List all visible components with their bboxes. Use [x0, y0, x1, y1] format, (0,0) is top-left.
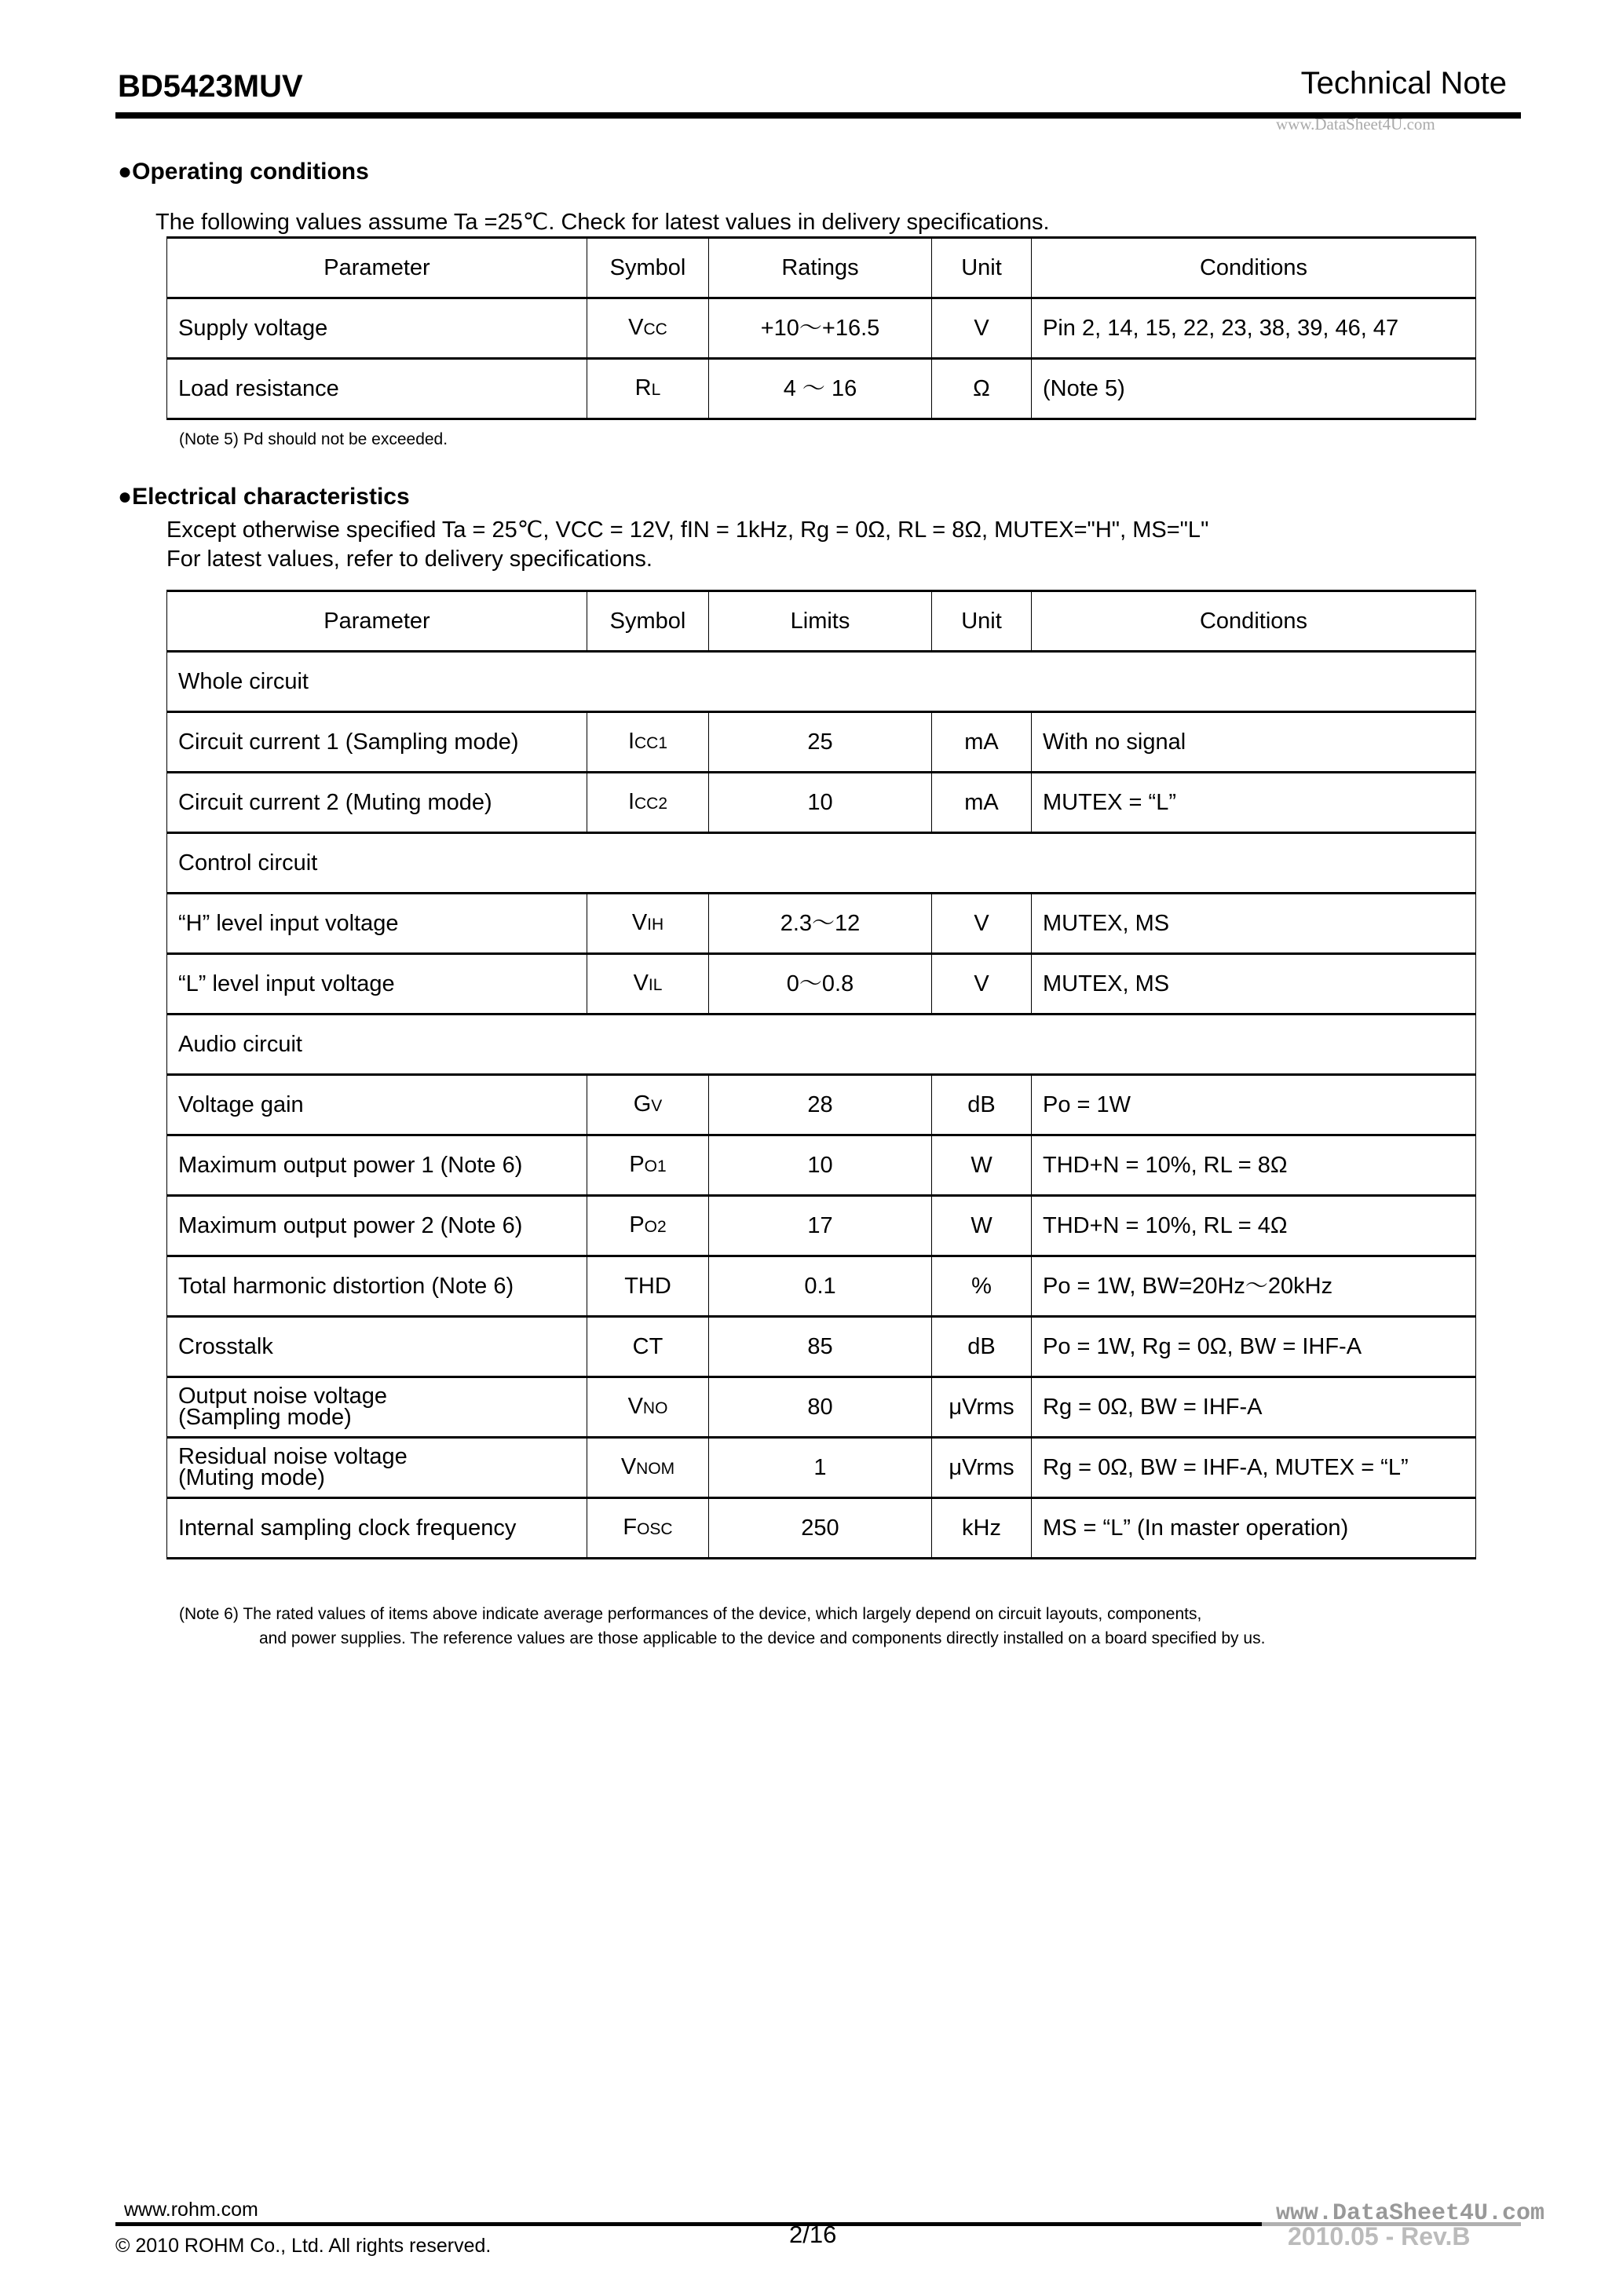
unit-cell: V: [932, 894, 1032, 954]
parameter-cell: [167, 359, 587, 419]
symbol-cell: [587, 1317, 709, 1377]
column-header: Conditions: [1032, 238, 1476, 298]
symbol-cell: [587, 1075, 709, 1135]
conditions-cell: THD+N = 10%, RL = 8Ω: [1032, 1135, 1476, 1196]
note-6-line-2: and power supplies. The reference values are those applicable to the device and components directly installed on a board specified by us.: [259, 1629, 1266, 1647]
conditions-cell: MUTEX = “L”: [1032, 773, 1476, 833]
symbol-subscript: NO: [642, 1398, 668, 1417]
parameter-text: Circuit current 1 (Sampling mode): [178, 729, 519, 755]
symbol-cell: [587, 1196, 709, 1256]
unit-cell: V: [932, 298, 1032, 359]
value-cell: 0～0.8: [709, 954, 932, 1015]
symbol: F: [623, 1514, 638, 1540]
value-cell: 85: [709, 1317, 932, 1377]
parameter-cell: [167, 1256, 587, 1317]
symbol-subscript: OSC: [637, 1519, 673, 1538]
symbol-subscript: V: [651, 1096, 663, 1115]
symbol-cell: [587, 954, 709, 1015]
parameter-cell: [167, 1135, 587, 1196]
value-cell: 10: [709, 1135, 932, 1196]
symbol: V: [627, 1393, 643, 1419]
table-row: [167, 773, 1476, 833]
unit-cell: %: [932, 1256, 1032, 1317]
symbol-subscript: NOM: [636, 1459, 675, 1478]
conditions-cell: With no signal: [1032, 712, 1476, 773]
symbol-cell: [587, 712, 709, 773]
symbol: V: [633, 970, 649, 996]
column-header: Parameter: [167, 591, 587, 652]
symbol-subscript: O1: [644, 1157, 667, 1175]
parameter-cell: [167, 1196, 587, 1256]
conditions-cell: MS = “L” (In master operation): [1032, 1498, 1476, 1559]
group-row: [167, 652, 1476, 712]
conditions-cell: THD+N = 10%, RL = 4Ω: [1032, 1196, 1476, 1256]
table-row: [167, 1317, 1476, 1377]
column-header: Parameter: [167, 238, 587, 298]
symbol: I: [627, 728, 635, 754]
conditions-cell: Rg = 0Ω, BW = IHF-A, MUTEX = “L”: [1032, 1438, 1476, 1498]
parameter-text: “L” level input voltage: [178, 971, 395, 996]
page-number: 2/16: [789, 2221, 837, 2248]
column-header: Symbol: [587, 238, 709, 298]
group-row: [167, 833, 1476, 894]
symbol: CT: [632, 1334, 663, 1359]
column-header: Conditions: [1032, 591, 1476, 652]
unit-cell: mA: [932, 773, 1032, 833]
parameter-text: Maximum output power 1 (Note 6): [178, 1153, 523, 1178]
parameter-text: Load resistance: [178, 376, 339, 401]
symbol: V: [628, 314, 644, 340]
table-row: [167, 1438, 1476, 1498]
parameter-text: Total harmonic distortion (Note 6): [178, 1274, 514, 1299]
value-cell: 250: [709, 1498, 932, 1559]
parameter-text: Residual noise voltage: [178, 1444, 408, 1469]
symbol-cell: [587, 1256, 709, 1317]
symbol-cell: [587, 894, 709, 954]
note-6-line-1: (Note 6) The rated values of items above indicate average performances of the device, which largely depend on circuit layouts, components,: [179, 1605, 1202, 1623]
symbol-cell: [587, 1498, 709, 1559]
parameter-text: Circuit current 2 (Muting mode): [178, 790, 492, 815]
electrical-heading: ●Electrical characteristics: [118, 484, 410, 510]
parameter-cell: [167, 954, 587, 1015]
parameter-text: Crosstalk: [178, 1334, 273, 1359]
symbol-cell: [587, 359, 709, 419]
symbol: P: [629, 1151, 645, 1177]
symbol: P: [629, 1212, 645, 1238]
parameter-text: Maximum output power 2 (Note 6): [178, 1213, 523, 1238]
symbol-cell: [587, 1377, 709, 1438]
unit-cell: μVrms: [932, 1377, 1032, 1438]
column-header: Limits: [709, 591, 932, 652]
symbol-cell: [587, 1438, 709, 1498]
unit-cell: dB: [932, 1075, 1032, 1135]
table-row: [167, 1135, 1476, 1196]
parameter-cell: [167, 1377, 587, 1438]
table-row: [167, 894, 1476, 954]
table-row: [167, 954, 1476, 1015]
table-row: [167, 298, 1476, 359]
value-cell: 17: [709, 1196, 932, 1256]
value-cell: 1: [709, 1438, 932, 1498]
footer-site[interactable]: www.rohm.com: [124, 2199, 258, 2221]
unit-cell: W: [932, 1135, 1032, 1196]
parameter-cell: [167, 298, 587, 359]
parameter-text: Internal sampling clock frequency: [178, 1515, 517, 1541]
symbol-subscript: L: [651, 380, 661, 399]
conditions-cell: (Note 5): [1032, 359, 1476, 419]
conditions-cell: Po = 1W: [1032, 1075, 1476, 1135]
column-header: Unit: [932, 591, 1032, 652]
group-label: Control circuit: [167, 833, 1476, 894]
parameter-cell: [167, 894, 587, 954]
value-cell: 28: [709, 1075, 932, 1135]
conditions-cell: Pin 2, 14, 15, 22, 23, 38, 39, 46, 47: [1032, 298, 1476, 359]
parameter-cell: [167, 1317, 587, 1377]
value-cell: 10: [709, 773, 932, 833]
footer-revision: 2010.05 - Rev.B: [1288, 2222, 1471, 2250]
symbol: THD: [624, 1274, 671, 1299]
note-5: (Note 5) Pd should not be exceeded.: [179, 430, 448, 448]
value-cell: 4 ～ 16: [709, 359, 932, 419]
symbol-subscript: IL: [648, 975, 663, 994]
symbol: I: [627, 788, 635, 814]
symbol: V: [620, 1453, 637, 1479]
conditions-cell: Po = 1W, BW=20Hz～20kHz: [1032, 1256, 1476, 1317]
value-cell: 25: [709, 712, 932, 773]
symbol-subscript: IH: [647, 915, 664, 934]
unit-cell: μVrms: [932, 1438, 1032, 1498]
value-cell: 2.3～12: [709, 894, 932, 954]
header-row: [167, 238, 1476, 298]
parameter-text-2: (Sampling mode): [178, 1405, 352, 1430]
electrical-intro-2: For latest values, refer to delivery specifications.: [166, 547, 652, 572]
unit-cell: V: [932, 954, 1032, 1015]
table-row: [167, 712, 1476, 773]
parameter-cell: [167, 712, 587, 773]
conditions-cell: Po = 1W, Rg = 0Ω, BW = IHF-A: [1032, 1317, 1476, 1377]
symbol-cell: [587, 1135, 709, 1196]
unit-cell: dB: [932, 1317, 1032, 1377]
symbol-subscript: O2: [644, 1217, 667, 1236]
value-cell: 0.1: [709, 1256, 932, 1317]
symbol-cell: [587, 773, 709, 833]
conditions-cell: MUTEX, MS: [1032, 894, 1476, 954]
value-cell: 80: [709, 1377, 932, 1438]
table-row: [167, 1256, 1476, 1317]
electrical-table: [166, 590, 1476, 1559]
parameter-text: Supply voltage: [178, 316, 328, 341]
header-watermark: www.DataSheet4U.com: [1276, 115, 1435, 133]
table-row: [167, 1075, 1476, 1135]
unit-cell: W: [932, 1196, 1032, 1256]
value-cell: +10～+16.5: [709, 298, 932, 359]
symbol-subscript: CC: [643, 320, 667, 338]
symbol-subscript: CC1: [634, 733, 668, 752]
operating-intro: The following values assume Ta =25℃. Check for latest values in delivery specifications.: [155, 210, 1050, 235]
electrical-intro-1: Except otherwise specified Ta = 25℃, VCC = 12V, fIN = 1kHz, Rg = 0Ω, RL = 8Ω, MUTEX="H", MS="L": [166, 517, 1209, 543]
table-row: [167, 359, 1476, 419]
column-header: Symbol: [587, 591, 709, 652]
parameter-text-2: (Muting mode): [178, 1465, 325, 1490]
doc-type: Technical Note: [1300, 66, 1507, 101]
parameter-cell: [167, 1075, 587, 1135]
part-number: BD5423MUV: [118, 69, 303, 104]
table-row: [167, 1196, 1476, 1256]
footer-rule: [115, 2222, 1262, 2226]
operating-table: [166, 236, 1476, 420]
parameter-text: “H” level input voltage: [178, 911, 399, 936]
parameter-text: Voltage gain: [178, 1092, 304, 1117]
operating-heading: ●Operating conditions: [118, 159, 369, 185]
column-header: Ratings: [709, 238, 932, 298]
parameter-text: Output noise voltage: [178, 1384, 388, 1409]
symbol: V: [631, 909, 648, 935]
unit-cell: mA: [932, 712, 1032, 773]
parameter-cell: [167, 773, 587, 833]
conditions-cell: Rg = 0Ω, BW = IHF-A: [1032, 1377, 1476, 1438]
symbol: R: [634, 375, 652, 400]
parameter-cell: [167, 1438, 587, 1498]
group-row: [167, 1015, 1476, 1075]
header-row: [167, 591, 1476, 652]
unit-cell: Ω: [932, 359, 1032, 419]
table-row: [167, 1377, 1476, 1438]
group-label: Audio circuit: [167, 1015, 1476, 1075]
parameter-cell: [167, 1498, 587, 1559]
conditions-cell: MUTEX, MS: [1032, 954, 1476, 1015]
footer-copyright: © 2010 ROHM Co., Ltd. All rights reserved.: [115, 2235, 492, 2257]
symbol-cell: [587, 298, 709, 359]
footer-watermark: www.DataSheet4U.com: [1276, 2200, 1545, 2227]
symbol: G: [633, 1091, 652, 1117]
symbol-subscript: CC2: [634, 794, 668, 813]
group-label: Whole circuit: [167, 652, 1476, 712]
column-header: Unit: [932, 238, 1032, 298]
unit-cell: kHz: [932, 1498, 1032, 1559]
table-row: [167, 1498, 1476, 1559]
